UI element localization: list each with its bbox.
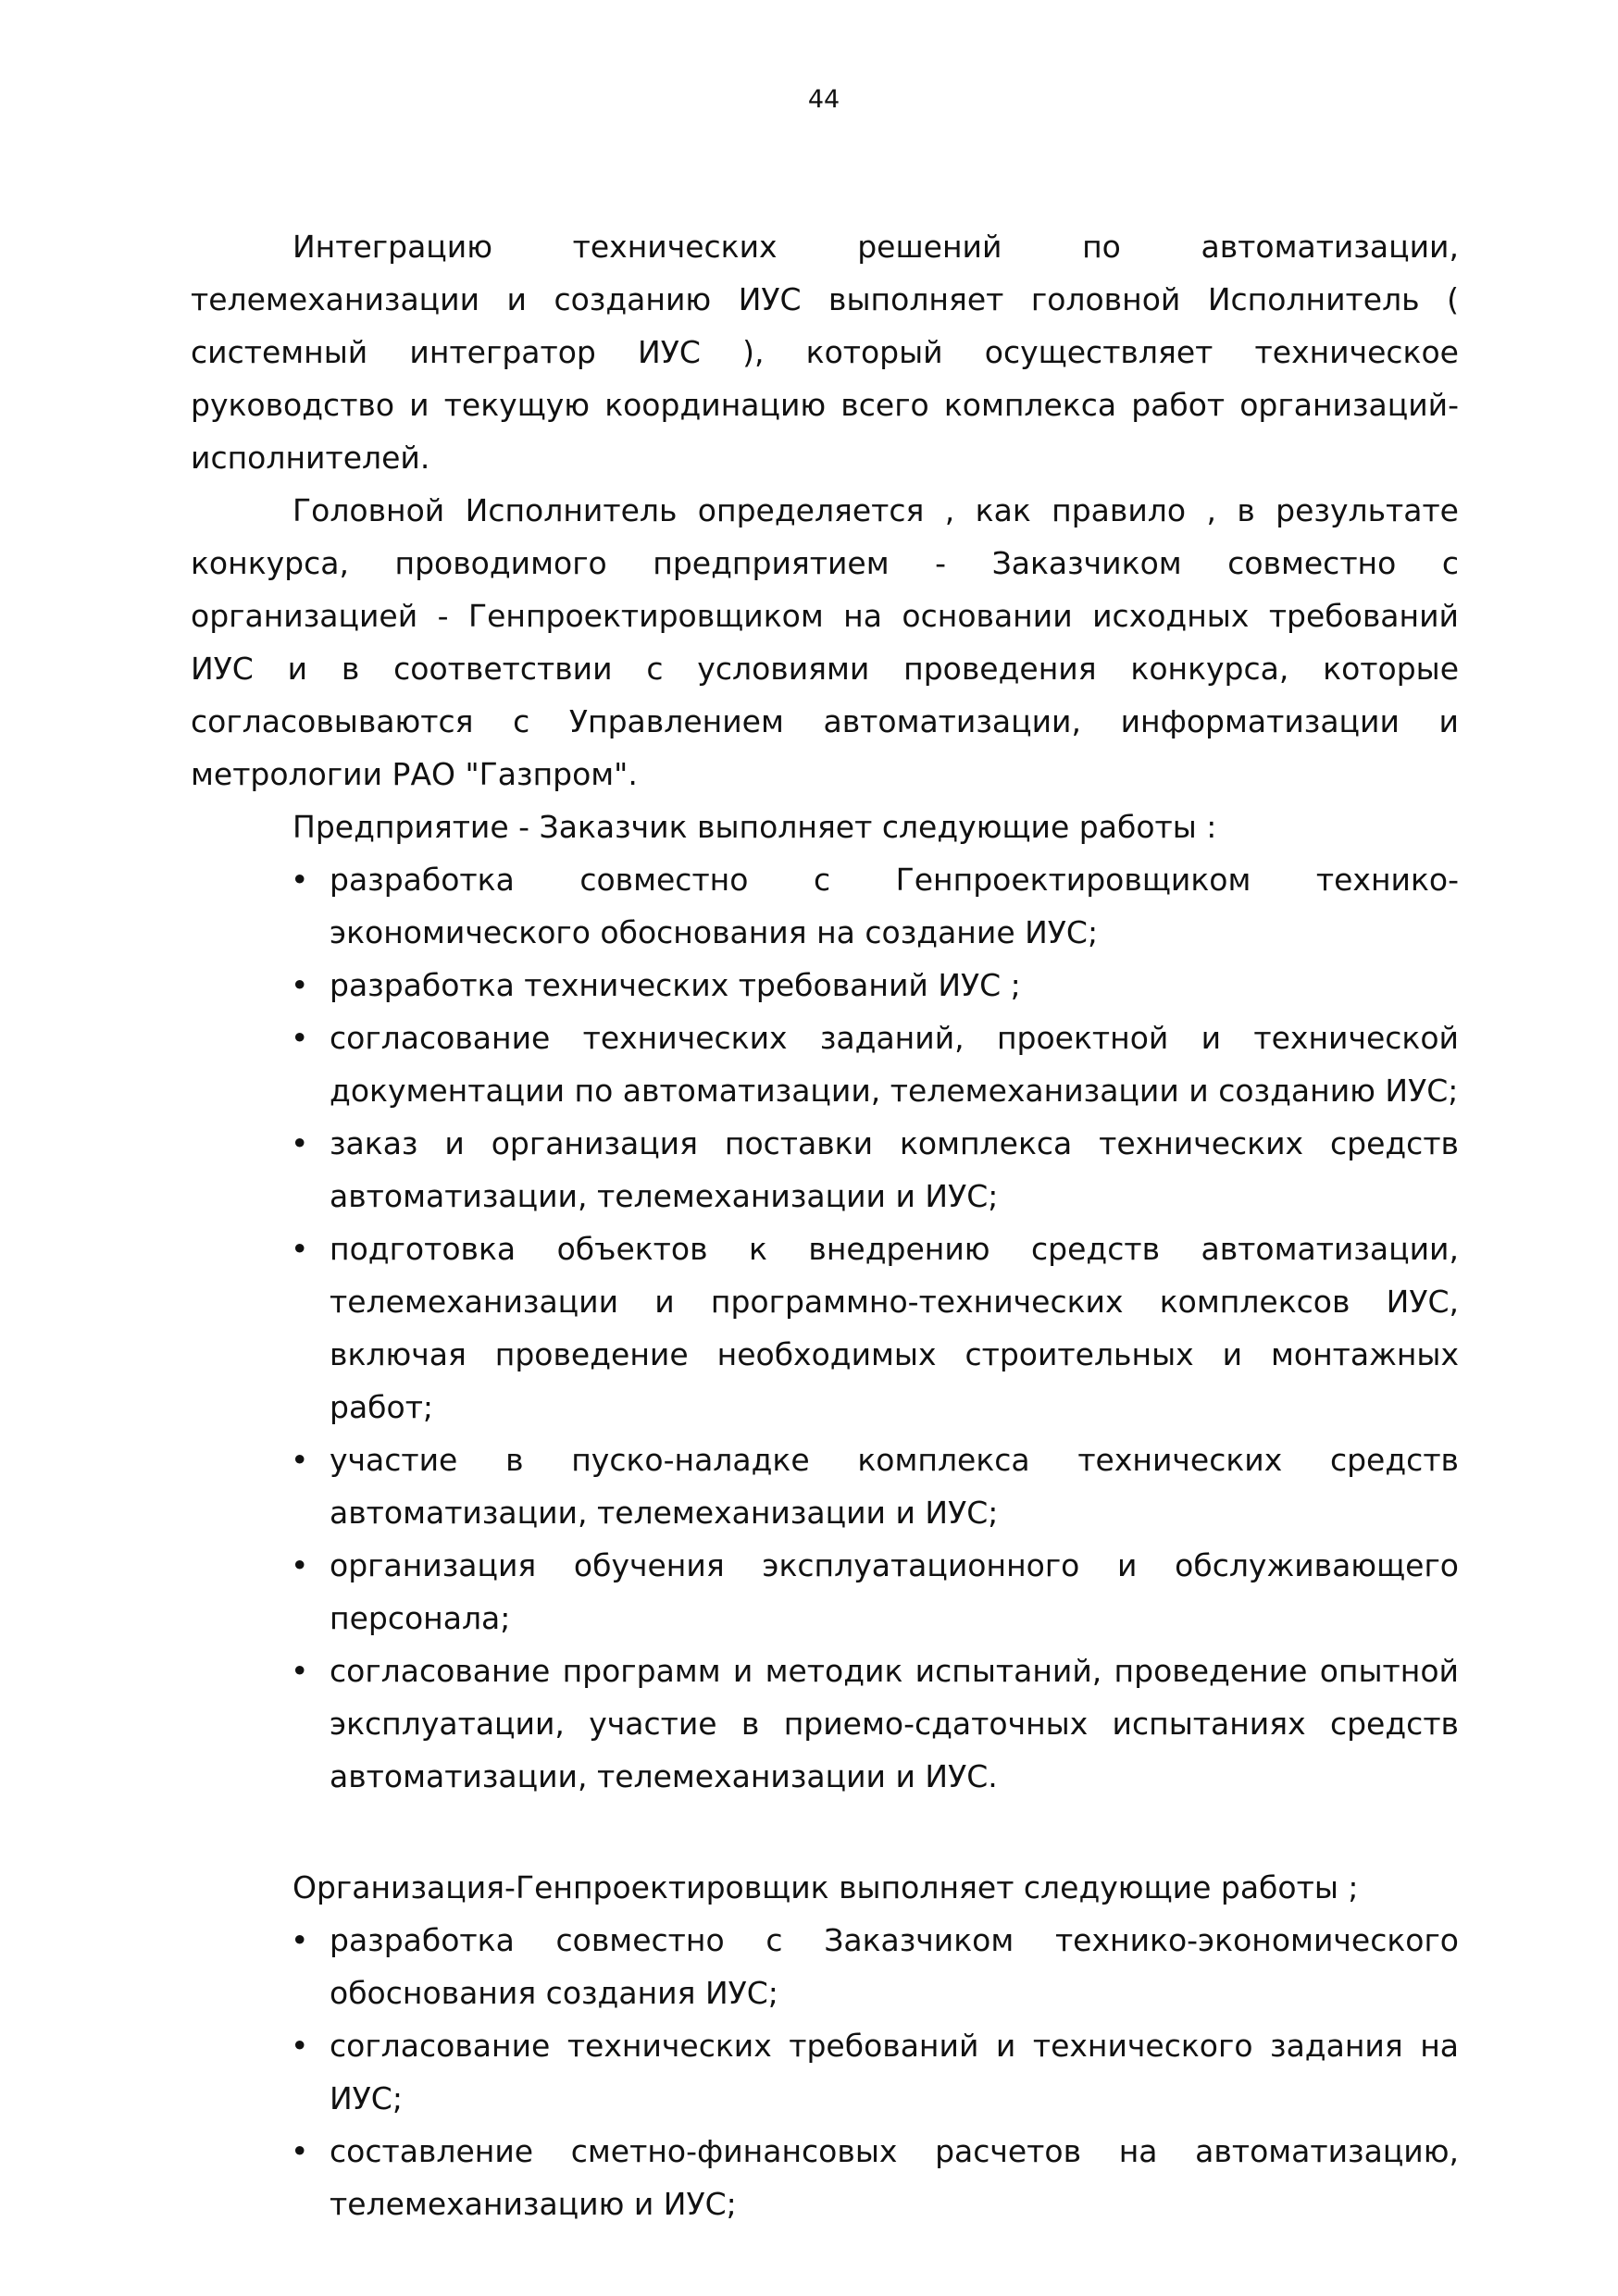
bullet-icon: • xyxy=(291,862,309,898)
list-item-text: участие в пуско-наладке комплекса технических средств автоматизации, телемеханизации и ИУС; xyxy=(330,1442,1459,1531)
list-item xyxy=(191,959,1459,1011)
customer-works-list xyxy=(191,853,1459,1803)
bullet-icon: • xyxy=(291,967,309,1003)
list-item-text: составление сметно-финансовых расчетов на автоматизацию, телемеханизацию и ИУС; xyxy=(330,2133,1459,2222)
bullet-icon: • xyxy=(291,1125,309,1161)
paragraph-head-executor: Головной Исполнитель определяется , как правило , в результате конкурса, проводимого предприятием - Заказчиком совместно с организацией - Генпроектировщиком на основании исходных требований ИУС и в соответствии с условиями проведения конкурса, которые согласовываются с Управлением автоматизации, информатизации и метрологии РАО "Газпром". xyxy=(191,492,1459,792)
list-item xyxy=(191,1644,1459,1803)
bullet-icon: • xyxy=(291,1231,309,1267)
list-item-text: согласование программ и методик испытаний, проведение опытной эксплуатации, участие в приемо-сдаточных испытаниях средств автоматизации, телемеханизации и ИУС. xyxy=(330,1653,1459,1794)
bullet-icon: • xyxy=(291,1922,309,1958)
list-item-text: заказ и организация поставки комплекса технических средств автоматизации, телемеханизации и ИУС; xyxy=(330,1125,1459,1214)
bullet-icon: • xyxy=(291,2133,309,2169)
list-item xyxy=(191,1011,1459,1117)
list-item-text: разработка совместно с Генпроектировщиком технико-экономического обоснования на создание ИУС; xyxy=(330,862,1459,950)
list-item xyxy=(191,1433,1459,1539)
customer-works-heading: Предприятие - Заказчик выполняет следующие работы : xyxy=(292,809,1217,845)
bullet-icon: • xyxy=(291,1653,309,1689)
page-number: 44 xyxy=(807,85,840,114)
list-item xyxy=(191,1222,1459,1433)
list-item xyxy=(191,2125,1459,2230)
list-item xyxy=(191,853,1459,959)
list-item xyxy=(191,1539,1459,1644)
list-item xyxy=(191,1914,1459,2019)
bullet-icon: • xyxy=(291,1547,309,1583)
list-item-text: согласование технических заданий, проектной и технической документации по автоматизации, телемеханизации и созданию ИУС; xyxy=(330,1020,1459,1109)
list-item-text: разработка совместно с Заказчиком технико-экономического обоснования создания ИУС; xyxy=(330,1922,1459,2011)
bullet-icon: • xyxy=(291,1020,309,1056)
section-spacer xyxy=(191,1803,1459,1861)
list-item xyxy=(191,1117,1459,1222)
document-body xyxy=(191,220,1459,2230)
list-item-text: согласование технических требований и технического задания на ИУС; xyxy=(330,2028,1459,2116)
list-item-text: организация обучения эксплуатационного и обслуживающего персонала; xyxy=(330,1547,1459,1636)
designer-works-heading: Организация-Генпроектировщик выполняет следующие работы ; xyxy=(292,1869,1359,1905)
bullet-icon: • xyxy=(291,2028,309,2064)
designer-works-list xyxy=(191,1914,1459,2230)
bullet-icon: • xyxy=(291,1442,309,1478)
list-item-text: подготовка объектов к внедрению средств автоматизации, телемеханизации и программно-технических комплексов ИУС, включая проведение необходимых строительных и монтажных работ; xyxy=(330,1231,1459,1425)
paragraph-integration: Интеграцию технических решений по автоматизации, телемеханизации и созданию ИУС выполняет головной Исполнитель ( системный интегратор ИУС ), который осуществляет техническое руководство и текущую координацию всего комплекса работ организаций-исполнителей. xyxy=(191,229,1459,476)
list-item-text: разработка технических требований ИУС ; xyxy=(330,967,1021,1003)
list-item xyxy=(191,2019,1459,2125)
